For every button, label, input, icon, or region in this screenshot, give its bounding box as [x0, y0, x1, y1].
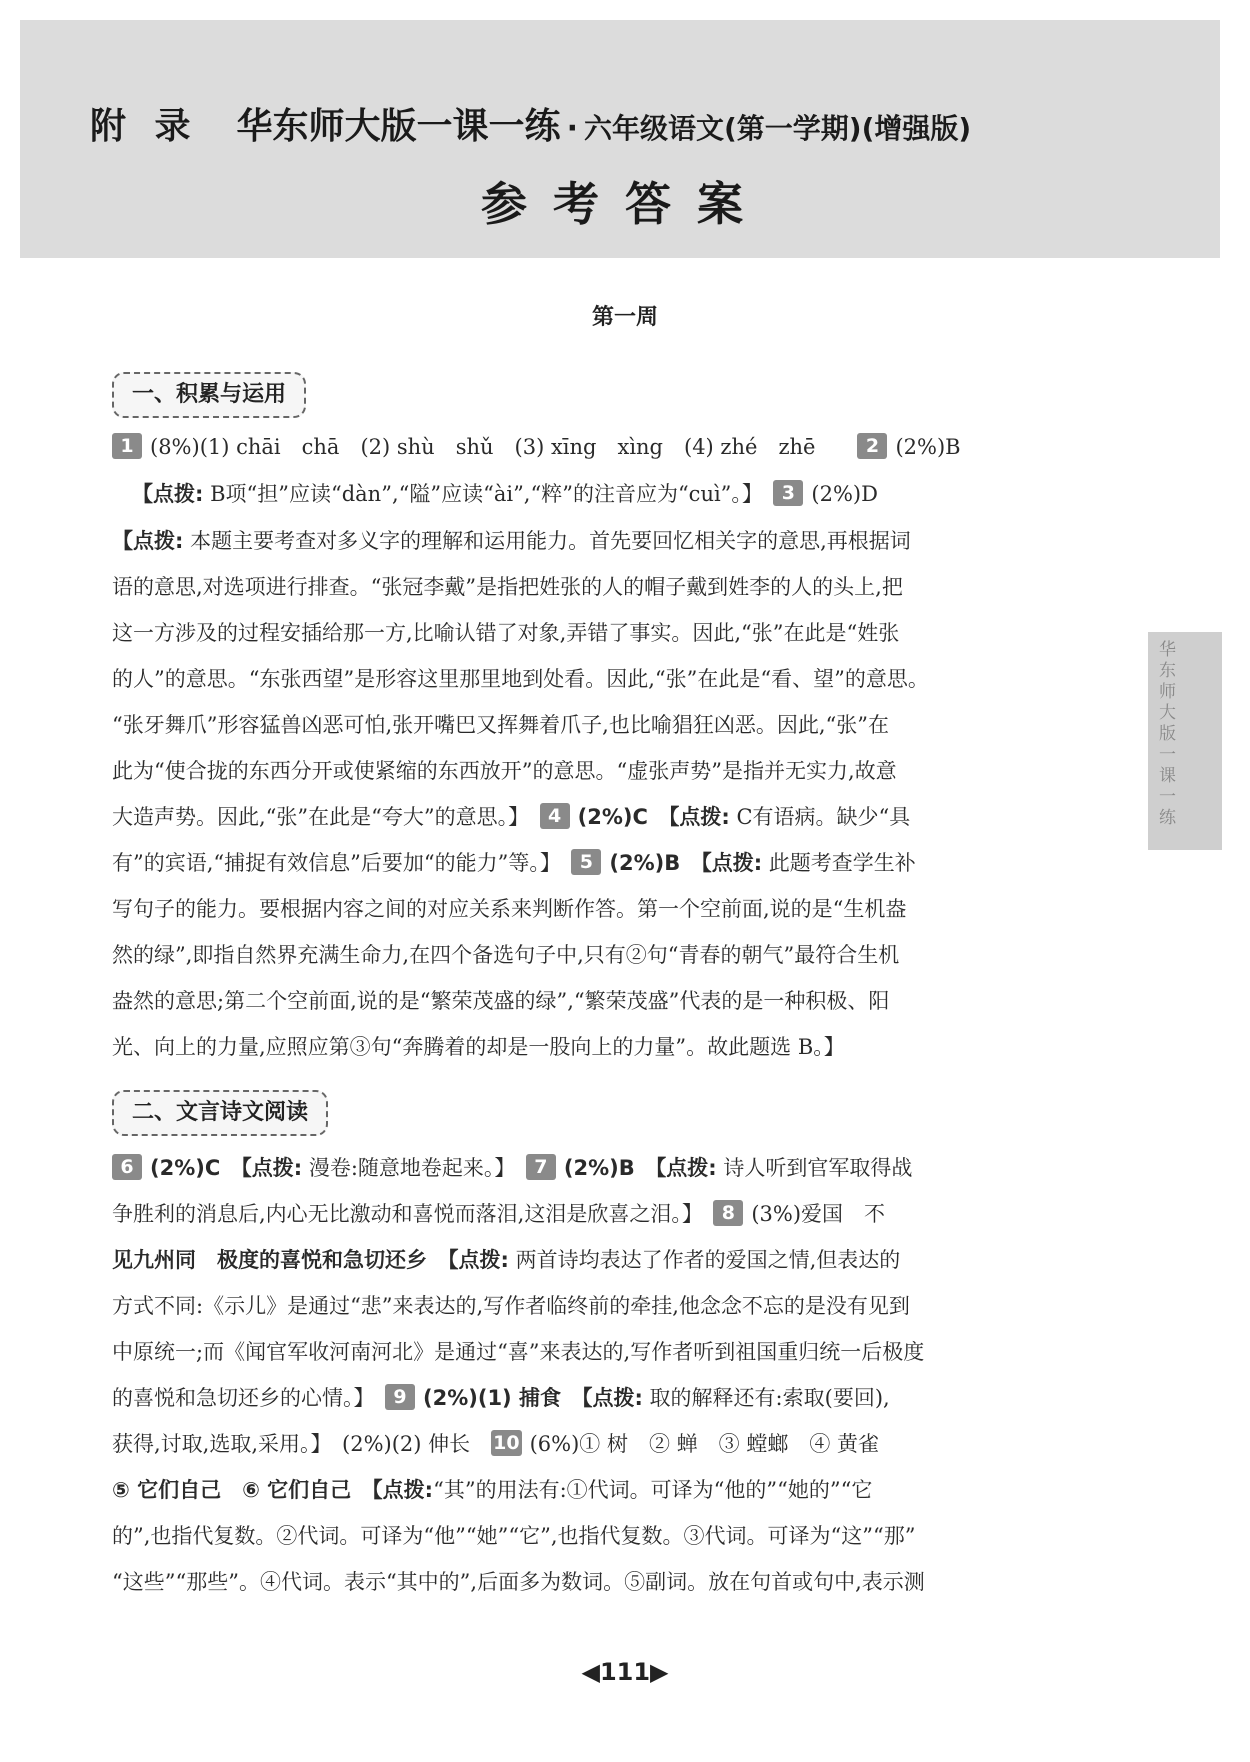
- question-number: 8: [713, 1200, 743, 1226]
- question-number: 2: [857, 433, 887, 459]
- answer-text: 漫卷:随意地卷起来。】: [302, 1156, 505, 1180]
- question-number: 6: [112, 1154, 142, 1180]
- tip-label: (2%)B 【点拨:: [609, 851, 763, 875]
- week-title: 第一周: [591, 304, 658, 330]
- section-heading-2: 二、文言诗文阅读: [112, 1090, 328, 1136]
- tip-label: (2%)C 【点拨:: [577, 805, 730, 829]
- question-number: 4: [540, 803, 570, 829]
- answer-line: [112, 424, 1092, 470]
- answer-line: [112, 518, 1092, 564]
- answer-line: [112, 794, 1092, 840]
- answer-line: [132, 471, 1112, 517]
- tip-label: (2%)C 【点拨:: [150, 1156, 303, 1180]
- answer-line: 这一方涉及的过程安插给那一方,比喻认错了对象,弄错了事实。因此,“张”在此是“姓张: [112, 621, 900, 645]
- answer-text: (2%)B: [895, 435, 961, 459]
- answer-text: 获得,讨取,选取,采用。】 (2%)(2) 伸长: [112, 1432, 471, 1456]
- answer-text: 的喜悦和急切还乡的心情。】: [112, 1386, 364, 1410]
- answer-line: 此为“使合拢的东西分开或使紧缩的东西放开”的意思。“虚张声势”是指并无实力,故意: [112, 759, 897, 783]
- title-dot: ·: [566, 111, 578, 146]
- question-number: 1: [112, 433, 142, 459]
- question-number: 10: [493, 1432, 520, 1454]
- answer-text: (2%)D: [811, 482, 878, 506]
- answer-text: C有语病。缺少“具: [729, 805, 911, 829]
- banner-title: [90, 98, 971, 149]
- answer-line: [112, 1191, 1092, 1237]
- answer-text: 取的解释还有:索取(要回),: [642, 1386, 890, 1410]
- answer-text: (8%)(1) chāi chā (2) shù shǔ (3) xīng xìng (4) zhé zhē: [150, 435, 816, 459]
- answer-line: [112, 1421, 1092, 1467]
- tip-label: (2%)(1) 捕食 【点拨:: [423, 1386, 643, 1410]
- question-number: 5: [571, 849, 601, 875]
- answer-line: 然的绿”,即指自然界充满生命力,在四个备选句子中,只有②句“青春的朝气”最符合生机: [112, 943, 900, 967]
- answer-line: 中原统一;而《闻官军收河南河北》是通过“喜”来表达的,写作者听到祖国重归统一后极度: [112, 1340, 925, 1364]
- tip-label: 【点拨:: [112, 529, 184, 553]
- answer-line: 的人”的意思。“东张西望”是形容这里那里地到处看。因此,“张”在此是“看、望”的意思。: [112, 667, 929, 691]
- answer-text: 诗人听到官军取得战: [716, 1156, 913, 1180]
- answer-line: “这些”“那些”。④代词。表示“其中的”,后面多为数词。⑤副词。放在句首或句中,表示测: [112, 1570, 925, 1594]
- answer-text: (3%)爱国 不: [751, 1202, 886, 1226]
- appendix-label: 附 录: [90, 106, 199, 147]
- section-heading-1: 一、积累与运用: [112, 372, 306, 418]
- book-title: 华东师大版一课一练: [236, 106, 561, 147]
- answer-text: (6%)① 树 ② 蝉 ③ 螳螂 ④ 黄雀: [529, 1432, 880, 1456]
- answer-text: 两首诗均表达了作者的爱国之情,但表达的: [508, 1248, 901, 1272]
- answer-line: 盎然的意思;第二个空前面,说的是“繁荣茂盛的绿”,“繁荣茂盛”代表的是一种积极、阳: [112, 989, 890, 1013]
- answer-line: [112, 1467, 1092, 1513]
- answer-line: 语的意思,对选项进行排查。“张冠李戴”是指把姓张的人的帽子戴到姓李的人的头上,把: [112, 575, 903, 599]
- answer-text: 大造声势。因此,“张”在此是“夸大”的意思。】: [112, 805, 519, 829]
- side-label: 华东师大版一课一练: [1155, 640, 1175, 829]
- question-number: 7: [526, 1154, 556, 1180]
- answer-line: 写句子的能力。要根据内容之间的对应关系来判断作答。第一个空前面,说的是“生机盎: [112, 897, 907, 921]
- page-number: ◀111▶: [581, 1658, 669, 1686]
- answer-line: 光、向上的力量,应照应第③句“奔腾着的却是一股向上的力量”。故此题选 B。】: [112, 1035, 845, 1059]
- answer-line: [112, 1237, 1092, 1283]
- answer-line: 的”,也指代复数。②代词。可译为“他”“她”“它”,也指代复数。③代词。可译为“这”“那”: [112, 1524, 916, 1548]
- page-title: 参考答案: [481, 177, 769, 231]
- answer-text: B项“担”应读“dàn”,“隘”应读“ài”,“粹”的注音应为“cuì”。】: [203, 482, 753, 506]
- answer-text: “其”的用法有:①代词。可译为“他的”“她的”“它: [433, 1478, 873, 1502]
- tip-label: ⑤ 它们自己 ⑥ 它们自己 【点拨:: [112, 1478, 434, 1502]
- answer-line: [112, 1375, 1092, 1421]
- tip-label: 见九州同 极度的喜悦和急切还乡 【点拨:: [112, 1248, 509, 1272]
- tip-label: (2%)B 【点拨:: [563, 1156, 717, 1180]
- grade-info: 六年级语文(第一学期)(增强版): [583, 112, 972, 145]
- tip-label: 【点拨:: [132, 482, 204, 506]
- question-number: 3: [773, 480, 803, 506]
- answer-text: 有”的宾语,“捕捉有效信息”后要加“的能力”等。】: [112, 851, 551, 875]
- question-number: 9: [385, 1384, 415, 1410]
- answer-line: “张牙舞爪”形容猛兽凶恶可怕,张开嘴巴又挥舞着爪子,也比喻猖狂凶恶。因此,“张”在: [112, 713, 889, 737]
- answer-line: 方式不同:《示儿》是通过“悲”来表达的,写作者临终前的牵挂,他念念不忘的是没有见到: [112, 1294, 910, 1318]
- answer-text: 本题主要考查对多义字的理解和运用能力。首先要回忆相关字的意思,再根据词: [183, 529, 911, 553]
- answer-text: 此题考查学生补: [762, 851, 916, 875]
- answer-line: [112, 840, 1092, 886]
- answer-text: 争胜利的消息后,内心无比激动和喜悦而落泪,这泪是欣喜之泪。】: [112, 1202, 693, 1226]
- answer-line: [112, 1145, 1092, 1191]
